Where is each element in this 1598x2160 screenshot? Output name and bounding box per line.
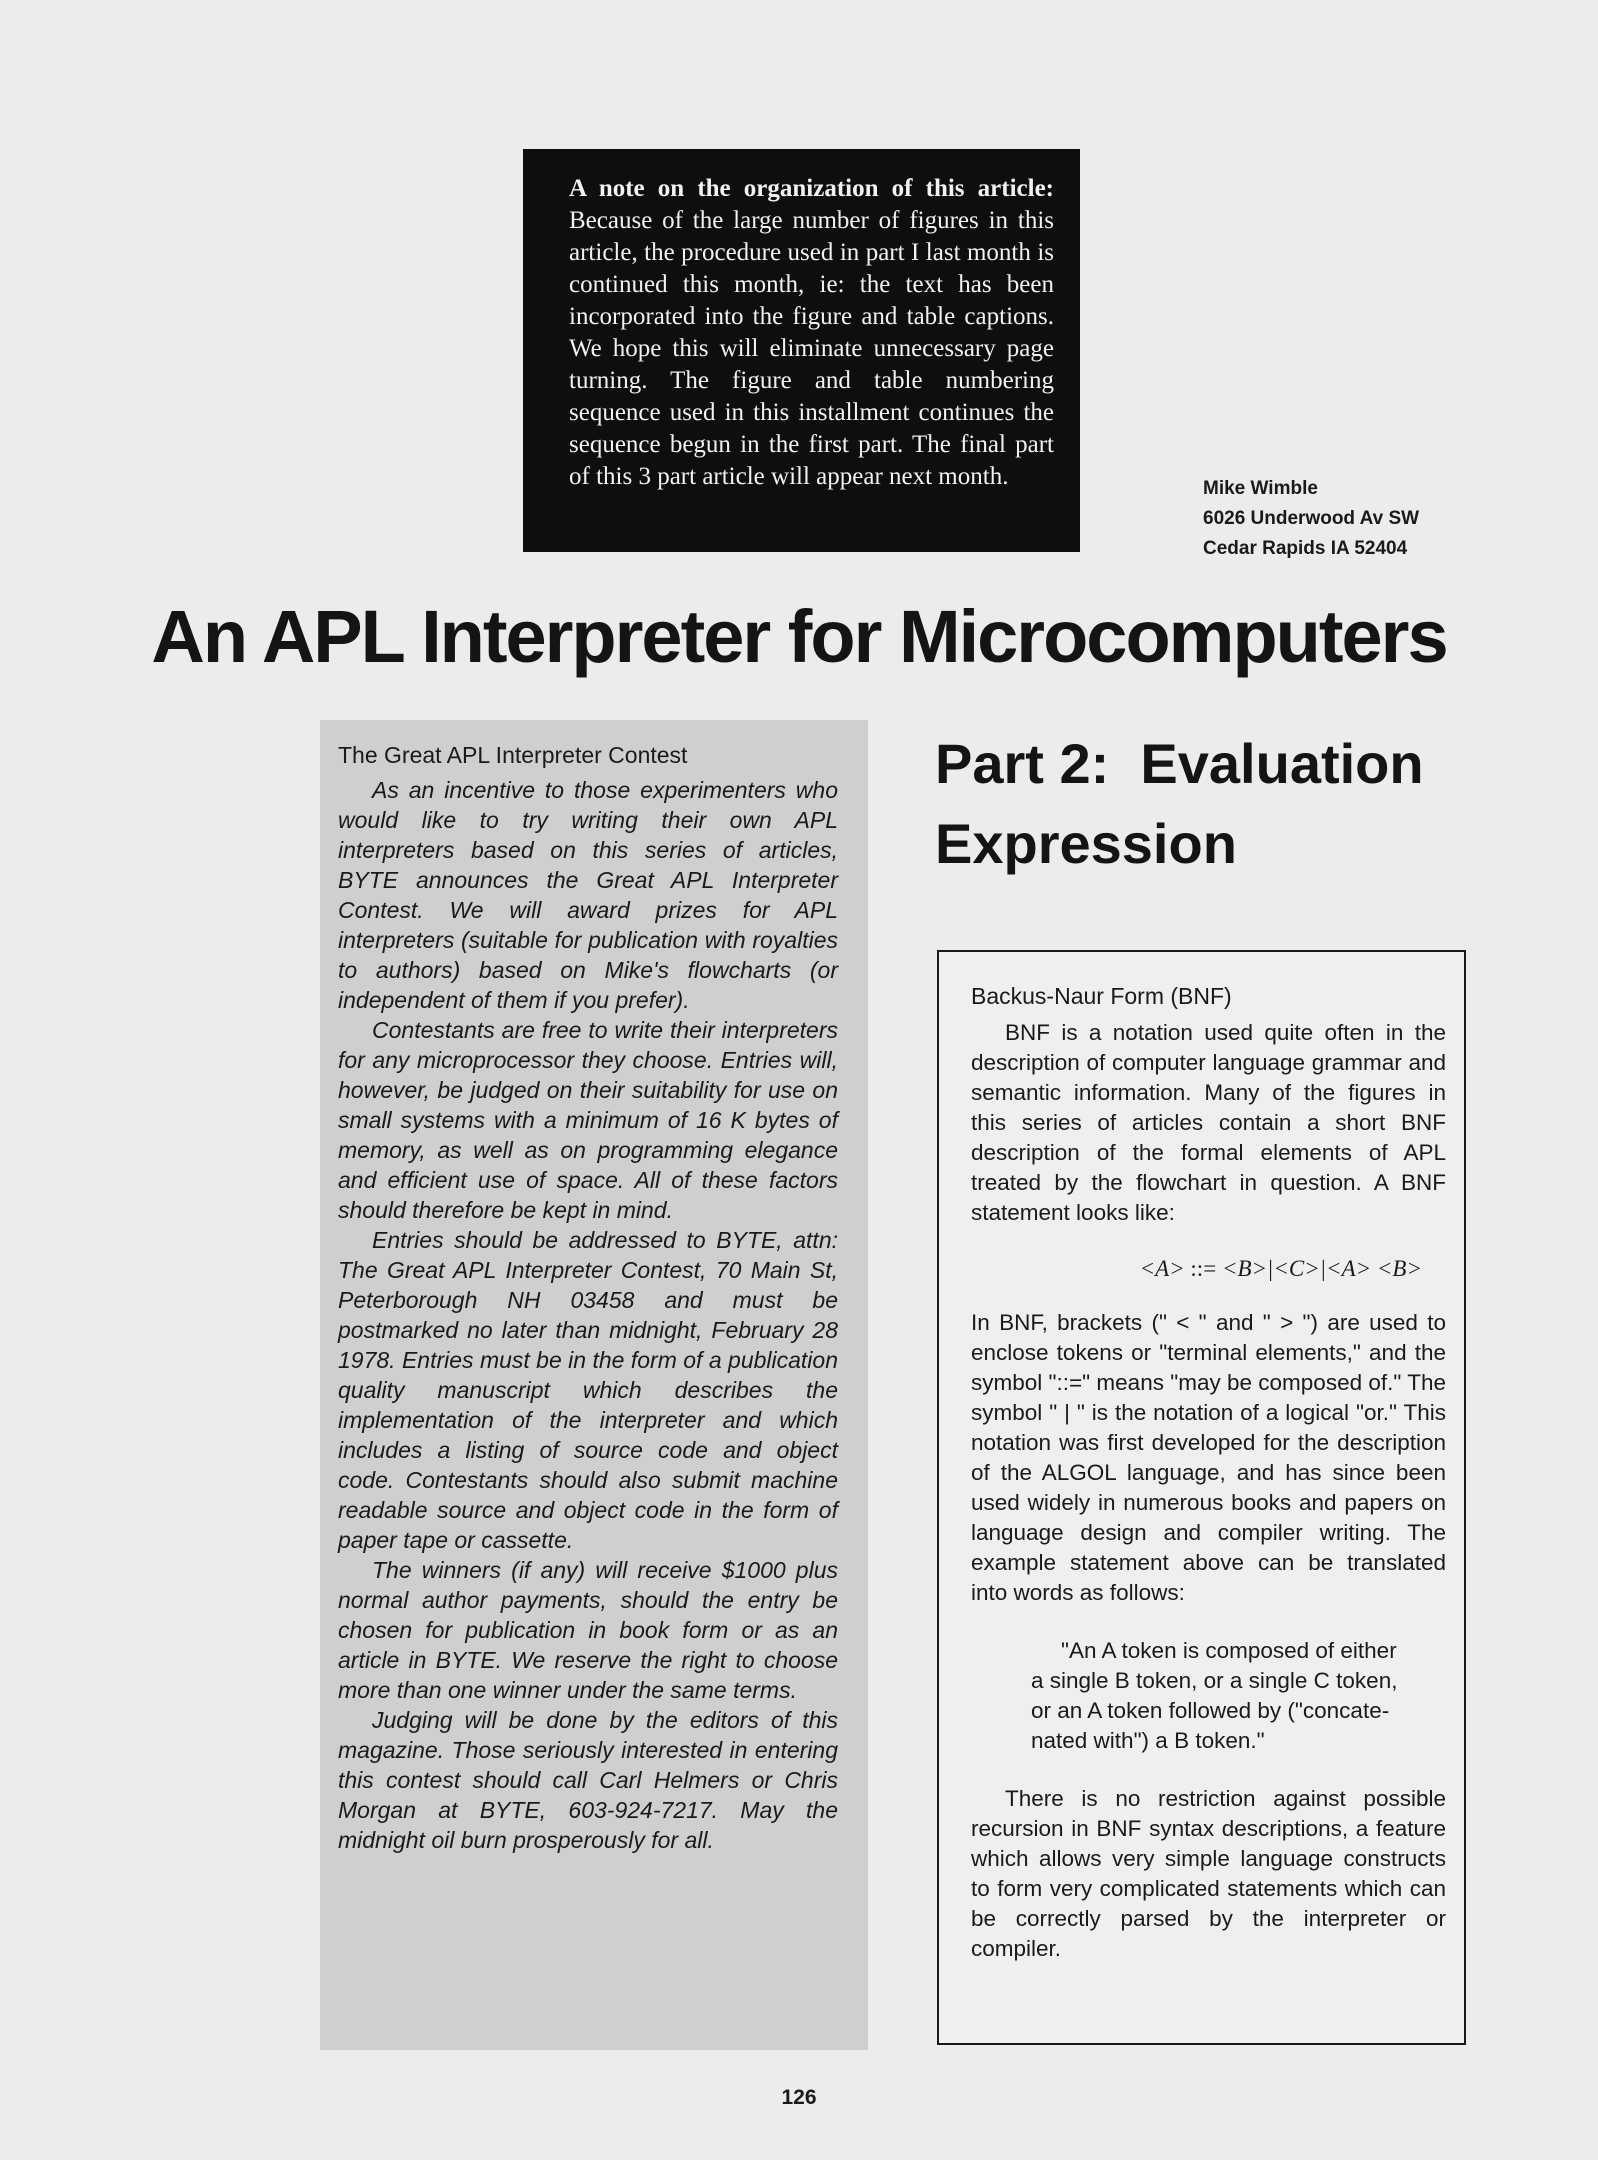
- bnf-example-statement: [971, 1254, 1446, 1284]
- bnf-explanation: In BNF, brackets (" < " and " > ") are used to enclose tokens or "terminal elements," and the symbol "::=" means "may be composed of." The symbol " | " is the notation of a logical "or." This notation was first developed for the description of the ALGOL language, and has since been used widely in numerous books and papers on language design and compiler writing. The example statement above can be translated into words as follows:: [971, 1310, 1446, 1605]
- bnf-closing: There is no restriction against possible recursion in BNF syntax descriptions, a feature which allows very simple language constructs to form very complicated statements which can be correctly parsed by the interpreter or compiler.: [971, 1786, 1446, 1961]
- part-title: [935, 724, 1455, 884]
- author-name: Mike Wimble: [1203, 478, 1318, 499]
- bnf-statement-rhs: <B>|<C>|<A> <B>: [1221, 1256, 1422, 1281]
- quote-line: "An A token is composed of either: [1061, 1638, 1397, 1663]
- bnf-statement-lhs: <A>: [1139, 1256, 1185, 1281]
- part-title-line1: Part 2: Evaluation: [935, 732, 1424, 795]
- contest-paragraph: Judging will be done by the editors of this magazine. Those seriously interested in entering this contest should call Carl Helmers or Chris Morgan at BYTE, 603-924-7217. May the midnight oil burn prosperously for all.: [338, 1707, 838, 1853]
- bnf-sidebar: [937, 950, 1466, 2045]
- bnf-heading: Backus-Naur Form (BNF): [971, 983, 1232, 1009]
- quote-line: or an A token followed by ("concate-: [1031, 1698, 1390, 1723]
- page-number: 126: [781, 2086, 817, 2109]
- organization-note: [523, 149, 1080, 552]
- contest-paragraph: The winners (if any) will receive $1000 plus normal author payments, should the entry be chosen for publication in book form or as an article in BYTE. We reserve the right to choose more than one winner under the same terms.: [338, 1557, 838, 1703]
- note-lead: A note on the organization of this article:: [569, 175, 1054, 202]
- contest-paragraph: Contestants are free to write their interpreters for any microprocessor they choose. Entries will, however, be judged on their suitability for use on small systems with a minimum of 16 K bytes of memory, as well as on programming elegance and efficient use of space. All of these factors should therefore be kept in mind.: [338, 1017, 838, 1223]
- bnf-statement-op: ::=: [1184, 1256, 1222, 1281]
- quote-line: a single B token, or a single C token,: [1031, 1668, 1398, 1693]
- part-title-line2: Expression: [935, 812, 1237, 875]
- contest-paragraph: As an incentive to those experimenters who would like to try writing their own APL interpreters based on this series of articles, BYTE announces the Great APL Interpreter Contest. We will award prizes for APL interpreters (suitable for publication with royalties to authors) based on Mike's flowcharts (or independent of them if you prefer).: [338, 777, 838, 1013]
- bnf-translation-quote: [1031, 1636, 1446, 1756]
- note-body: Because of the large number of figures in this article, the procedure used in part I last month is continued this month, ie: the text has been incorporated into the figure and table captions. We hope this will eliminate unnecessary page turning. The figure and table numbering sequence used in this installment continues the sequence begun in the first part. The final part of this 3 part article will appear next month.: [569, 207, 1054, 490]
- contest-paragraph: Entries should be addressed to BYTE, attn: The Great APL Interpreter Contest, 70 Main St, Peterborough NH 03458 and must be postmarked no later than midnight, February 28 1978. Entries must be in the form of a publication quality manuscript which describes the implementation of the interpreter and which includes a listing of source code and object code. Contestants should also submit machine readable source and object code in the form of paper tape or cassette.: [338, 1227, 838, 1553]
- contest-heading: The Great APL Interpreter Contest: [338, 742, 688, 768]
- author-block: [1203, 474, 1419, 564]
- quote-line: nated with") a B token.": [1031, 1728, 1265, 1753]
- bnf-intro: BNF is a notation used quite often in the description of computer language grammar and semantic information. Many of the figures in this series of articles contain a short BNF description of the formal elements of APL treated by the flowchart in question. A BNF statement looks like:: [971, 1020, 1446, 1225]
- author-street: 6026 Underwood Av SW: [1203, 508, 1420, 529]
- contest-sidebar: [320, 720, 868, 2050]
- article-title: An APL Interpreter for Microcomputers: [151, 595, 1447, 678]
- author-city: Cedar Rapids IA 52404: [1203, 538, 1408, 559]
